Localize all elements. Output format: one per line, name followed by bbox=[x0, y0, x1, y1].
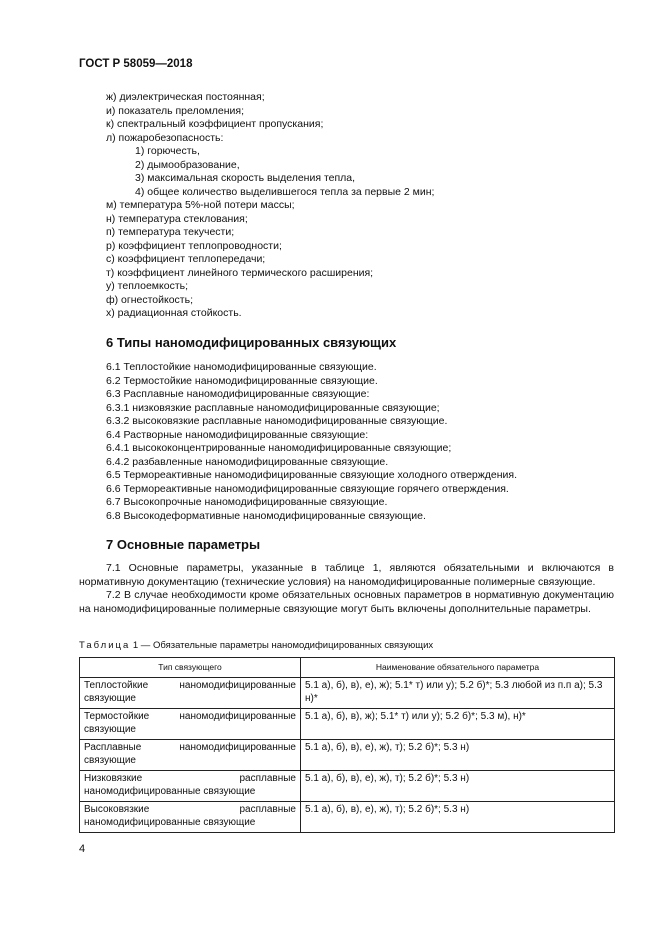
property-item: т) коэффициент линейного термического расширения; bbox=[106, 266, 374, 279]
property-item: 3) максимальная скорость выделения тепла, bbox=[135, 172, 356, 184]
property-item: п) температура текучести; bbox=[106, 226, 235, 238]
type-item: 6.1 Теплостойкие наномодифицированные связующие. bbox=[106, 361, 377, 373]
table-row bbox=[80, 709, 615, 740]
header-parameter-name: Наименование обязательного параметра bbox=[301, 658, 615, 678]
binder-type-cell: Расплавные наномодифицированные связующие bbox=[80, 740, 301, 771]
property-item: м) температура 5%-ной потери массы; bbox=[106, 199, 295, 211]
property-item: 1) горючесть, bbox=[135, 145, 200, 157]
property-item: ф) огнестойкость; bbox=[106, 293, 194, 306]
paragraph-7-1 bbox=[79, 562, 614, 589]
property-item: у) теплоемкость; bbox=[106, 280, 189, 292]
table-caption bbox=[79, 640, 433, 651]
type-item: 6.5 Термореактивные наномодифицированные связующие холодного отверждения. bbox=[106, 469, 518, 481]
type-item: 6.2 Термостойкие наномодифицированные связующие. bbox=[106, 374, 378, 387]
binder-type-cell: Термостойкие наномодифицированные связующие bbox=[80, 709, 301, 740]
parameter-cell: 5.1 а), б), в), е), ж), т); 5.2 б)*; 5.3 н) bbox=[301, 771, 615, 802]
section-6-title: 6 Типы наномодифицированных связующих bbox=[106, 335, 397, 350]
type-item: 6.6 Термореактивные наномодифицированные связующие горячего отверждения. bbox=[106, 482, 509, 495]
property-item: х) радиационная стойкость. bbox=[106, 307, 242, 319]
table-caption-label: Таблица bbox=[79, 640, 131, 651]
paragraph-7-2 bbox=[79, 589, 614, 616]
table-row bbox=[80, 771, 615, 802]
property-item: и) показатель преломления; bbox=[106, 104, 245, 117]
property-item: 4) общее количество выделившегося тепла за первые 2 мин; bbox=[135, 185, 435, 198]
type-item: 6.4.1 высококонцентрированные наномодифицированные связующие; bbox=[106, 442, 452, 454]
type-item: 6.3.2 высоковязкие расплавные наномодифицированные связующие. bbox=[106, 415, 448, 427]
properties-list bbox=[106, 91, 434, 321]
types-list bbox=[106, 361, 517, 523]
property-item: л) пожаробезопасность: bbox=[106, 131, 224, 144]
type-item: 6.4.2 разбавленные наномодифицированные связующие. bbox=[106, 455, 389, 468]
property-item: н) температура стеклования; bbox=[106, 212, 248, 225]
property-item: к) спектральный коэффициент пропускания; bbox=[106, 118, 324, 130]
paragraph-7-1-text: 7.1 Основные параметры, указанные в таблице 1, являются обязательными и включаются в нормативную документацию (технические условия) на наномодифицированные полимерные связующие. bbox=[79, 562, 614, 588]
header-binder-type: Тип связующего bbox=[80, 658, 301, 678]
parameter-cell: 5.1 а), б), в), ж); 5.1* т) или у); 5.2 б)*; 5.3 м), н)* bbox=[301, 709, 615, 740]
type-item: 6.4 Растворные наномодифицированные связующие: bbox=[106, 428, 369, 441]
document-header: ГОСТ Р 58059—2018 bbox=[79, 58, 193, 70]
binder-type-cell: Высоковязкие расплавные наномодифицированные связующие bbox=[80, 802, 301, 833]
binder-type-cell: Теплостойкие наномодифицированные связующие bbox=[80, 678, 301, 709]
property-item: 2) дымообразование, bbox=[135, 158, 240, 171]
property-item: ж) диэлектрическая постоянная; bbox=[106, 91, 265, 103]
paragraph-7-2-text: 7.2 В случае необходимости кроме обязательных основных параметров в нормативную документацию на наномодифицированные полимерные связующие могут быть включены дополнительные параметры. bbox=[79, 589, 614, 615]
parameters-table bbox=[79, 657, 615, 833]
table-row bbox=[80, 678, 615, 709]
table-row bbox=[80, 740, 615, 771]
section-7-title: 7 Основные параметры bbox=[106, 537, 261, 552]
parameter-cell: 5.1 а), б), в), е), ж), т); 5.2 б)*; 5.3 н) bbox=[301, 740, 615, 771]
type-item: 6.3.1 низковязкие расплавные наномодифицированные связующие; bbox=[106, 401, 440, 414]
parameter-cell: 5.1 а), б), в), е), ж); 5.1* т) или у); 5.2 б)*; 5.3 любой из п.п а); 5.3 н)* bbox=[301, 678, 615, 709]
property-item: с) коэффициент теплопередачи; bbox=[106, 253, 266, 265]
property-item: р) коэффициент теплопроводности; bbox=[106, 239, 282, 252]
table-header-row bbox=[80, 658, 615, 678]
binder-type-cell: Низковязкие расплавные наномодифицированные связующие bbox=[80, 771, 301, 802]
type-item: 6.7 Высокопрочные наномодифицированные связующие. bbox=[106, 496, 388, 508]
type-item: 6.3 Расплавные наномодифицированные связующие: bbox=[106, 388, 370, 400]
type-item: 6.8 Высокодеформативные наномодифицированные связующие. bbox=[106, 509, 426, 522]
parameter-cell: 5.1 а), б), в), е), ж), т); 5.2 б)*; 5.3 н) bbox=[301, 802, 615, 833]
table-caption-text: 1 — Обязательные параметры наномодифицированных связующих bbox=[130, 640, 434, 651]
page-number: 4 bbox=[79, 843, 86, 855]
table-row bbox=[80, 802, 615, 833]
